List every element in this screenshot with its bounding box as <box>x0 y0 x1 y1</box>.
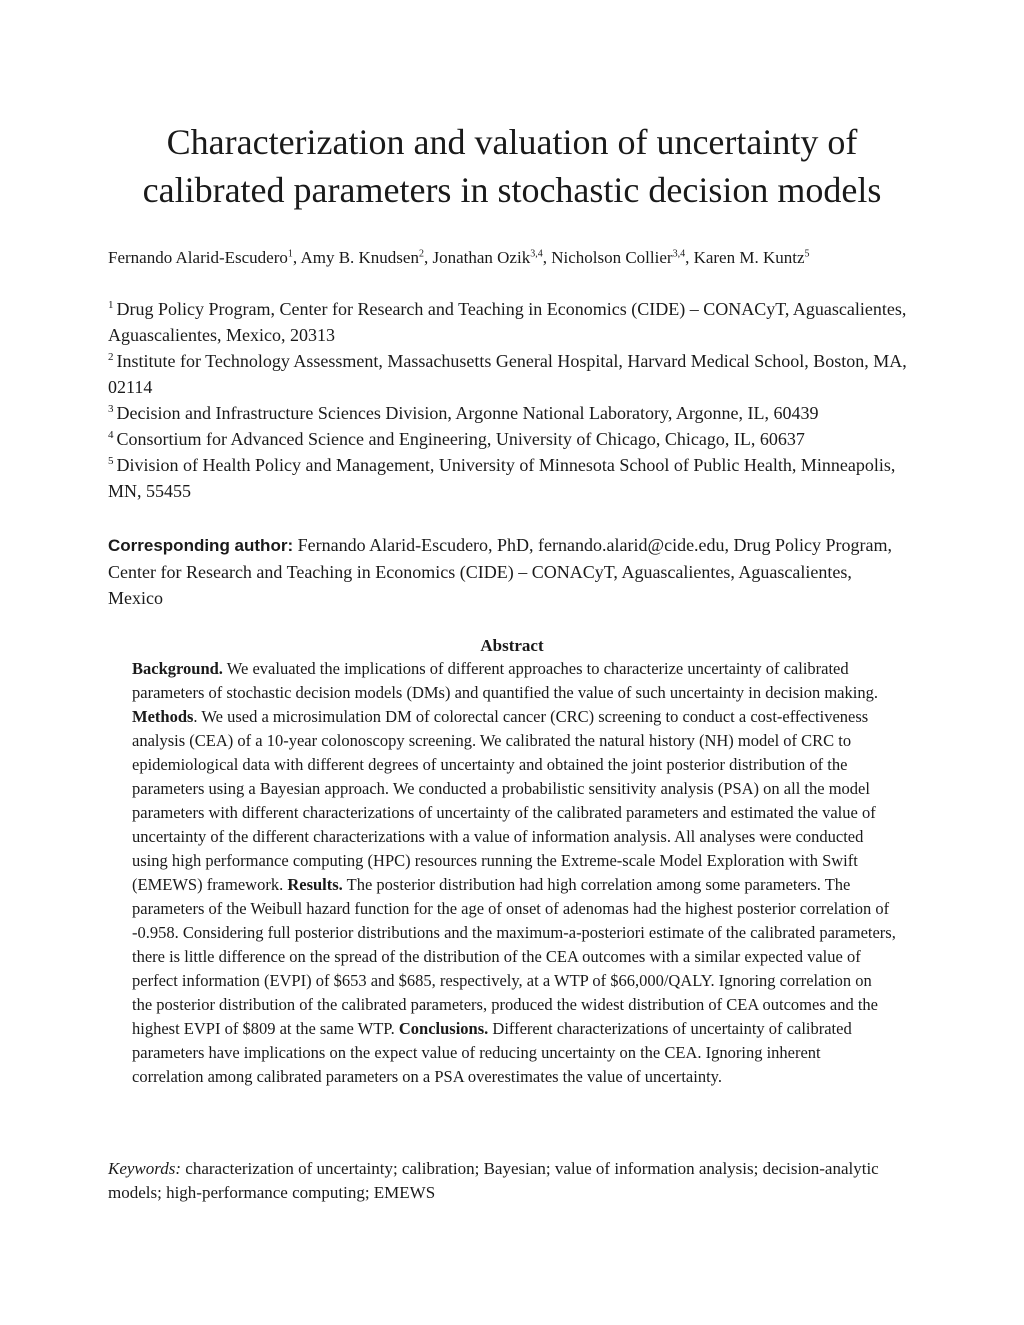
affiliation-number: 2 <box>108 351 114 363</box>
affiliation-number: 4 <box>108 429 114 441</box>
background-label: Background. <box>132 659 223 678</box>
affiliation <box>108 348 908 400</box>
author-name: Jonathan Ozik <box>432 248 531 267</box>
author-name: Nicholson Collier <box>551 248 673 267</box>
affiliation-text: Drug Policy Program, Center for Research and Teaching in Economics (CIDE) – CONACyT, Aguascalientes, Aguascalientes, Mexico, 20313 <box>108 299 907 345</box>
corresponding-author <box>108 532 908 611</box>
keywords <box>108 1157 908 1205</box>
author-separator: , <box>292 248 301 267</box>
background-text: We evaluated the implications of different approaches to characterize uncertainty of calibrated parameters of stochastic decision models (DMs) and quantified the value of such uncertainty in decision making. <box>132 659 878 702</box>
methods-label: Methods <box>132 707 194 726</box>
author-affil-marker: 1 <box>287 248 293 260</box>
affiliation-text: Consortium for Advanced Science and Engineering, University of Chicago, Chicago, IL, 60637 <box>116 429 805 449</box>
conclusions-text: Different characterizations of uncertainty of calibrated parameters have implications on the expect value of reducing uncertainty on the CEA. Ignoring inherent correlation among calibrated parameters on a PSA overestimates the value of uncertainty. <box>132 1019 852 1086</box>
conclusions-label: Conclusions. <box>398 1019 489 1038</box>
author-name: Karen M. Kuntz <box>693 248 805 267</box>
affiliation-list <box>108 296 908 504</box>
affiliation-text: Decision and Infrastructure Sciences Division, Argonne National Laboratory, Argonne, IL, 60439 <box>116 403 819 423</box>
affiliation-number: 1 <box>108 299 114 311</box>
methods-text: . We used a microsimulation DM of colorectal cancer (CRC) screening to conduct a cost-effectiveness analysis (CEA) of a 10-year colonoscopy screening. We calibrated the natural history (NH) model of CRC to epidemiological data with different degrees of uncertainty and obtained the joint posterior distribution of the parameters using a Bayesian approach. We conducted a probabilistic sensitivity analysis (PSA) on all the model parameters with different characterizations of uncertainty of the calibrated parameters and estimated the value of uncertainty of the different characterizations with a value of information analysis. All analyses were conducted using high performance computing (HPC) resources running the Extreme-scale Model Exploration with Swift (EMEWS) framework. <box>132 707 876 894</box>
title-line-2: calibrated parameters in stochastic decision models <box>142 170 882 210</box>
keywords-text: characterization of uncertainty; calibration; Bayesian; value of information analysis; decision-analytic models; high-performance computing; EMEWS <box>108 1159 879 1202</box>
affiliation-number: 5 <box>108 455 114 467</box>
affiliation <box>108 426 908 452</box>
keywords-label: Keywords: <box>108 1159 182 1178</box>
results-text: The posterior distribution had high correlation among some parameters. The parameters of the Weibull hazard function for the age of onset of adenomas had the highest posterior correlation of -0.958. Considering full posterior distributions and the maximum-a-posteriori estimate of the calibrated parameters, there is little difference on the spread of the distribution of the CEA outcomes with a similar expected value of perfect information (EVPI) of $653 and $685, respectively, at a WTP of $66,000/QALY. Ignoring correlation on the posterior distribution of the calibrated parameters, produced the widest distribution of CEA outcomes and the highest EVPI of $809 at the same WTP. <box>132 875 896 1038</box>
author-affil-marker: 3,4 <box>672 248 686 260</box>
title-line-1: Characterization and valuation of uncertainty of <box>166 122 858 162</box>
author-name: Amy B. Knudsen <box>300 248 419 267</box>
author-separator: , <box>685 248 694 267</box>
corresponding-author-text: Fernando Alarid-Escudero, PhD, fernando.alarid@cide.edu, Drug Policy Program, Center for Research and Teaching in Economics (CIDE) – CONACyT, Aguascalientes, Aguascalientes, Mexico <box>108 535 893 608</box>
affiliation <box>108 296 908 348</box>
affiliation-number: 3 <box>108 403 114 415</box>
author-affil-marker: 2 <box>418 248 424 260</box>
paper-title <box>60 118 964 214</box>
author-affil-marker: 3,4 <box>530 248 543 260</box>
author-list <box>108 246 948 270</box>
results-label: Results. <box>287 875 343 894</box>
affiliation <box>108 400 908 426</box>
affiliation-text: Institute for Technology Assessment, Massachusetts General Hospital, Harvard Medical School, Boston, MA, 02114 <box>108 351 907 397</box>
author-separator: , <box>542 248 552 267</box>
abstract-heading: Abstract <box>480 636 544 655</box>
author-separator: , <box>423 248 433 267</box>
abstract-body <box>132 657 896 1089</box>
corresponding-author-label: Corresponding author: <box>108 536 294 555</box>
affiliation <box>108 452 908 504</box>
author-affil-marker: 5 <box>804 248 810 260</box>
affiliation-text: Division of Health Policy and Management, University of Minnesota School of Public Health, Minneapolis, MN, 55455 <box>108 455 896 501</box>
author-name: Fernando Alarid-Escudero <box>108 248 288 267</box>
